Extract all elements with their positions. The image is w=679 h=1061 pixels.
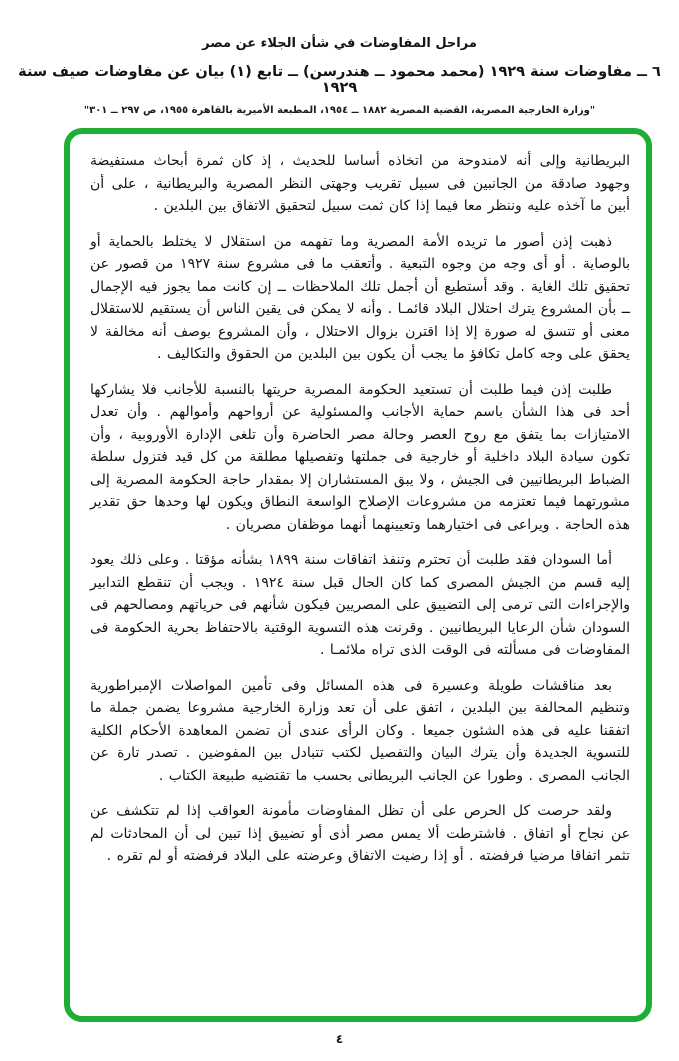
document-title: مراحل المفاوضات في شأن الجلاء عن مصر [202, 36, 477, 51]
body-paragraph-2: ذهبت إذن أصور ما تريده الأمة المصرية وما تفهمه من استقلال لا يختلط بالحماية أو بالوصاية . أو أى وجه من وجوه التبعية . وأتعقب ما فى مشروع سنة ١٩٢٧ من قصور عن تحقيق تلك الغاية . وقد أستطيع أن أجمل تلك الملاحظات ــ إن كانت مما يجوز فيه الإجمال ــ بأن المشروع يترك احتلال البلاد قائمـا . وأنه لا يمكن فى يقين الناس أن يستقيم للاستقلال معنى أو تتسق له صورة إلا إذا اقترن بزوال الاحتلال ، وأن المشروع بوصف أنه مخالفة لا يحقق على وجه كامل تكافؤ ما يجب أن يكون بين البلدين من الحقوق والتكاليف . [90, 233, 631, 362]
document-subtitle: ٦ ــ مفاوضات سنة ١٩٢٩ (محمد محمود ــ هندرسن) ــ تابع (١) بيان عن مفاوضات صيف سنة ١٩٢٩ [18, 64, 661, 96]
body-paragraph-6: ولقد حرصت كل الحرص على أن تظل المفاوضات مأمونة العواقب إذا لم تتكشف عن عن نجاح أو اتفاق . فاشترطت ألا يمس مصر أذى أو تضييق إذا تبين لى أن المحادثات لم تثمر اتفاقا مرضيا فرفضته . أو إذا رضيت الاتفاق وعرضته على البلاد فرفضته أو لم تقره . [90, 803, 630, 864]
body-paragraph-3: طلبت إذن فيما طلبت أن تستعيد الحكومة المصرية حريتها بالنسبة للأجانب فلا يشاركها أحد فى هذا الشأن باسم حماية الأجانب والمسئولية عن أرواحهم وأموالهم . وأن تعدل الامتيازات بما يتفق مع روح العصر وحالة مصر الحاضرة وأن تلغى الإدارة الأوروبية ، وأن تكون سيادة البلاد داخلية أو خارجية فى جملتها وتفصيلها مطلقة من كل قيد فتزول سلطة الضباط البريطانيين فى الجيش ، ولا يبق المستشاران إلا بمقدار حاجة الحكومة المصرية إلى مشورتهما فيما تعتزمه من مشروعات الإصلاح الواسعة النطاق ويكون لها وحدها حق تقدير هذه الحاجة . ويراعى فى اختيارهما وتعيينهما أنهما موظفان مصريان . [90, 381, 630, 533]
document-source-citation: "وزارة الخارجية المصرية، القضية المصرية ١٨٨٢ ــ ١٩٥٤، المطبعة الأميرية بالقاهرة ١٩٥٥، ص ٢٩٧ ــ ٣٠١" [83, 105, 596, 116]
body-paragraph-1: البريطانية وإلى أنه لامندوحة من اتخاذه أساسا للحديث ، إذ كان ثمرة أبحاث مستفيضة وجهود صادقة من الجانبين فى سبيل تقريب وجهتى النظر المصرية والبريطانية ، على أن أبين ما آخذه عليه وننظر معا فيما إذا كان ثمت سبيل لتحقيق الاتفاق بين البلدين . [90, 153, 630, 214]
body-paragraph-5: بعد مناقشات طويلة وعسيرة فى هذه المسائل وفى تأمين المواصلات الإمبراطورية وتنظيم المحالفة بين البلدين ، اتفق على أن تعد وزارة الخارجية مشروعا يضمن جملة ما اتفقنا عليه فى هذه الشئون جميعا . وكان الرأى عندى أن تضمن المعاهدة الأحكام الكلية للتسوية الجديدة وأن يترك البيان والتفصيل لكتب تتبادل بين المفوضين . تصدر تارة عن الجانب المصرى . وطورا عن الجانب البريطانى بحسب ما تقتضيه طبيعة الكتاب . [90, 677, 630, 784]
body-paragraph-4: أما السودان فقد طلبت أن تحترم وتنفذ اتفاقات سنة ١٨٩٩ بشأنه مؤقتا . وعلى ذلك يعود إليه قسم من الجيش المصرى كما كان الحال قبل سنة ١٩٢٤ . ويجب أن تنقطع التدابير والإجراءات التى ترمى إلى التضييق على المصريين فيكون شأنهم فى حرياتهم ومصالحهم فى السودان شأن الرعايا البريطانيين . وقرنت هذه التسوية الوقتية بالاحتفاظ بحرية الحكومة فى المفاوضات فى مسألته فى الوقت الذى تراه ملائمـا . [90, 552, 630, 658]
page-number: ٤ [335, 1032, 344, 1046]
document-header [0, 36, 679, 116]
green-border-text-box [64, 128, 652, 1022]
